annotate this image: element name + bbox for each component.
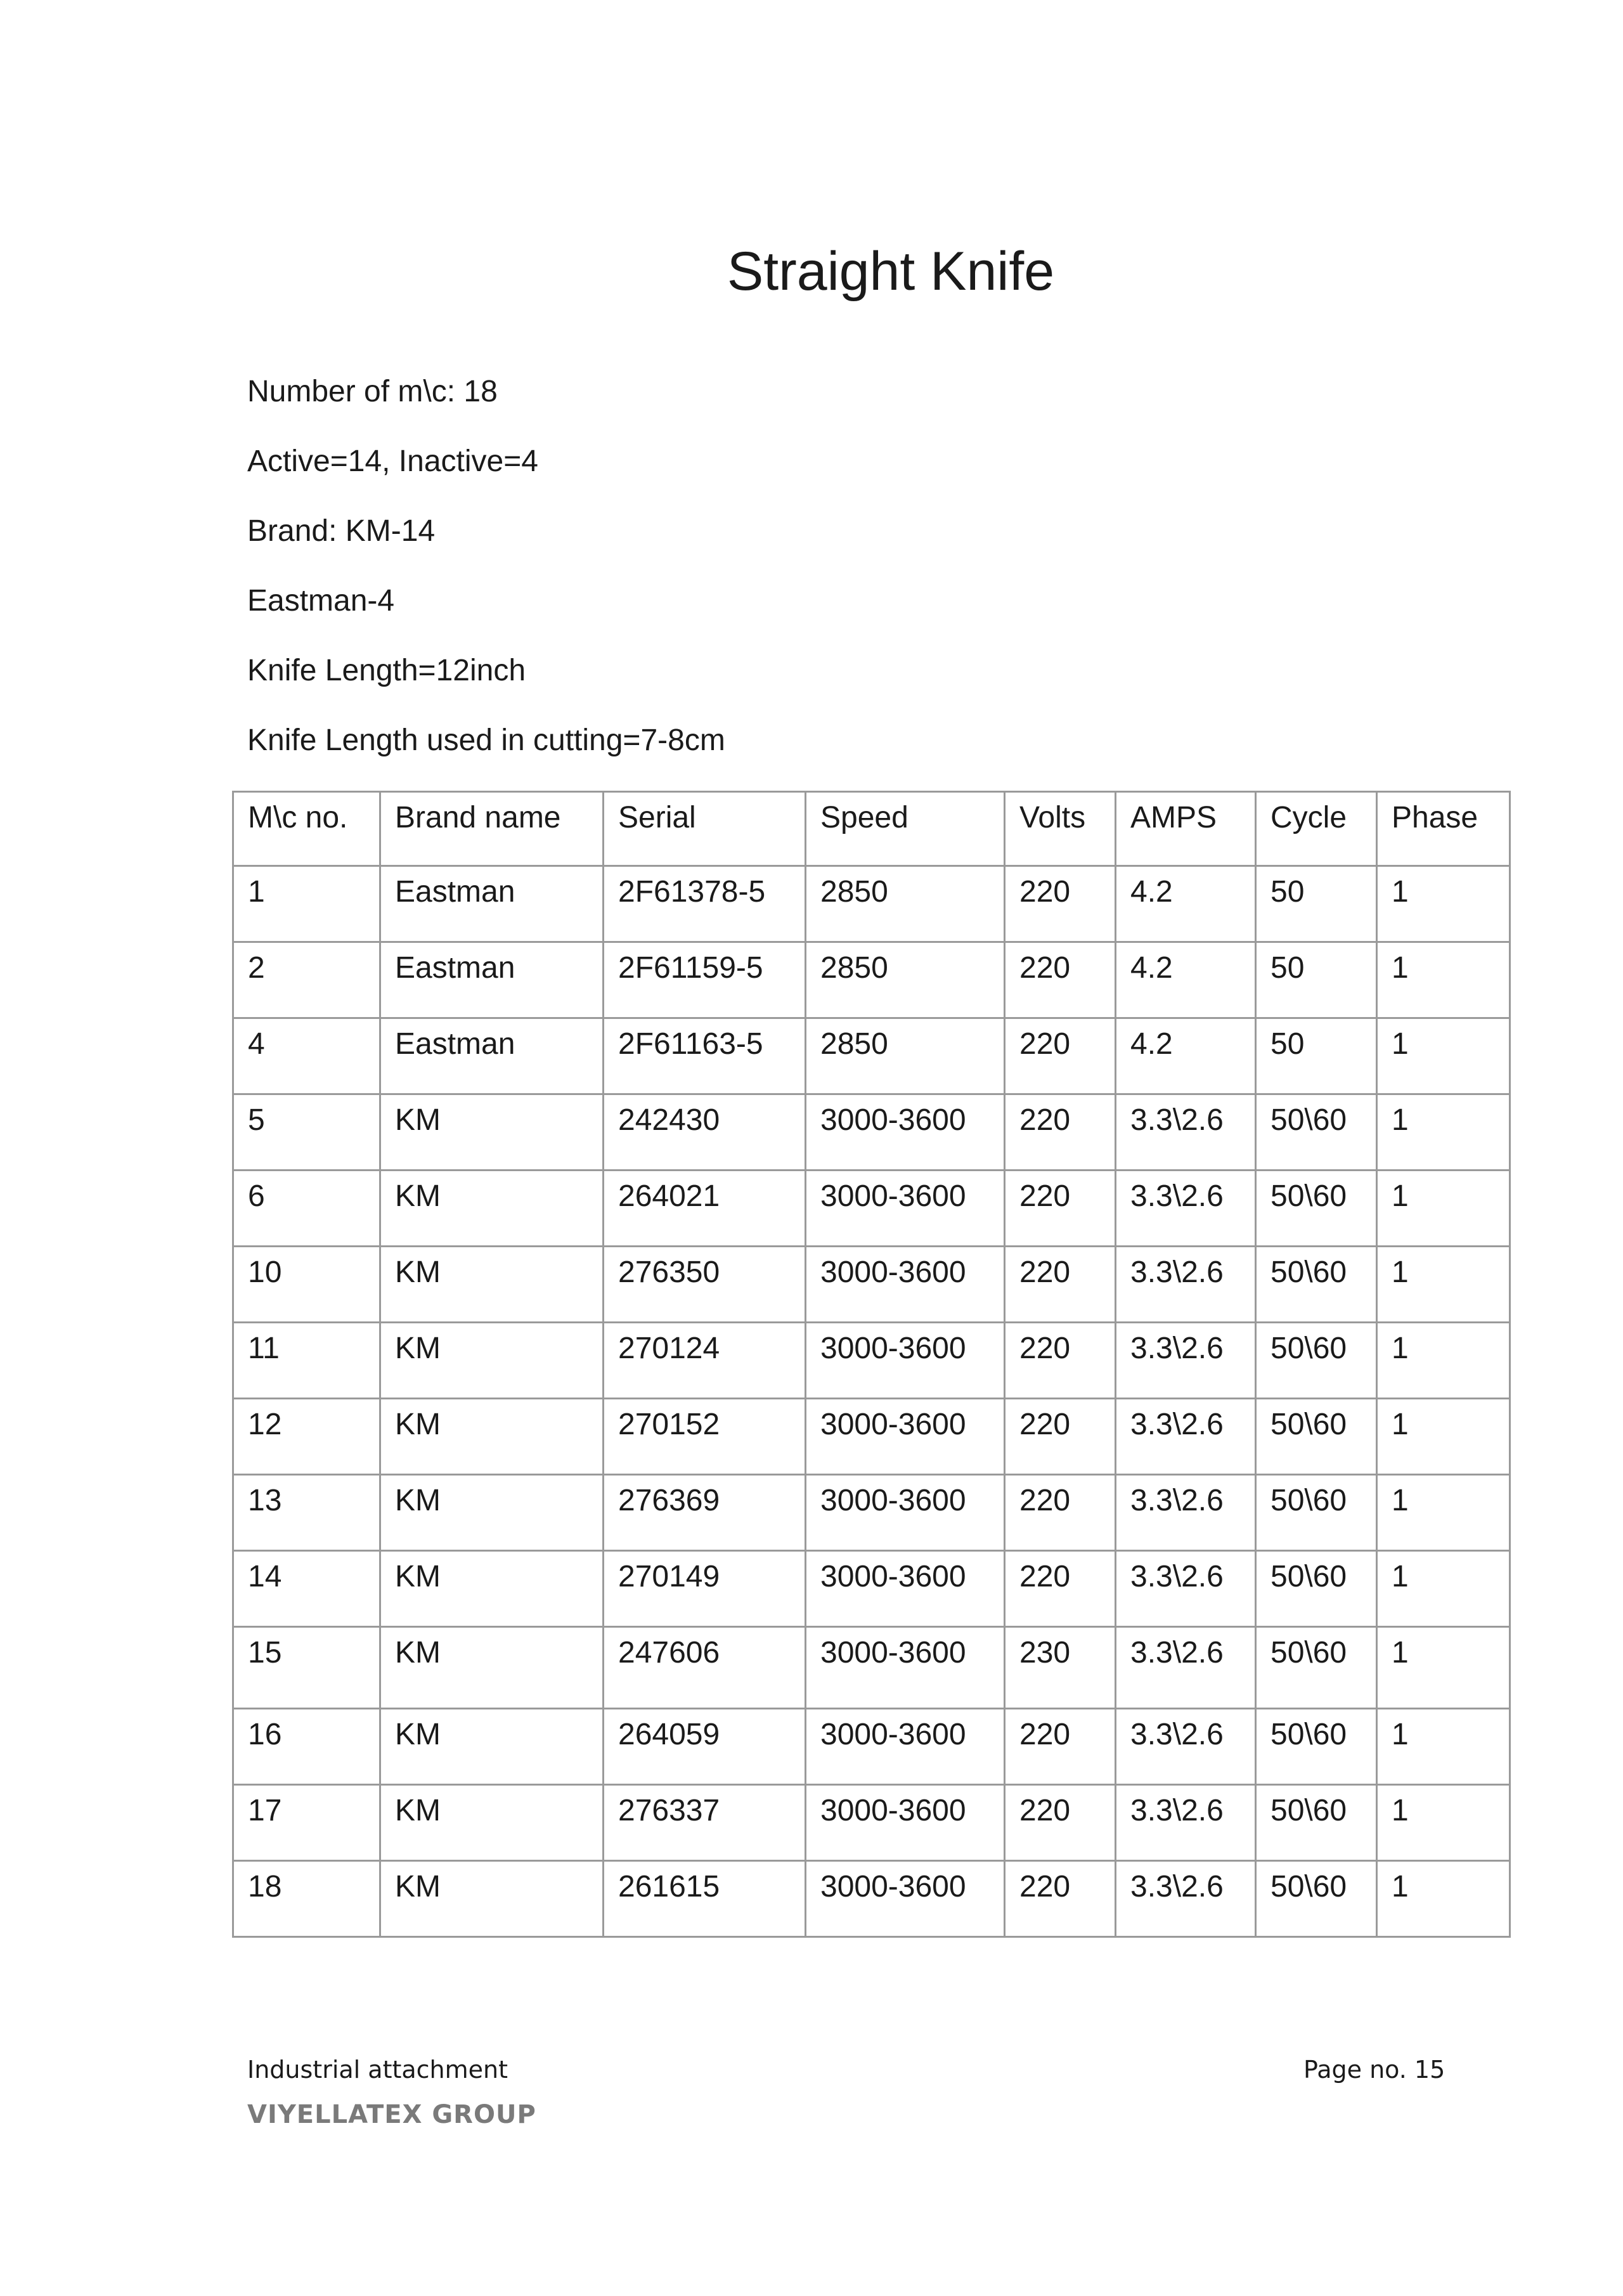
page-number: Page no. 15 [1303,2056,1445,2084]
cell-amps: 3.3\2.6 [1116,1399,1256,1475]
cell-phase: 1 [1377,1018,1510,1094]
cell-brand: KM [380,1247,604,1323]
cell-brand: KM [380,1171,604,1247]
cell-speed: 3000-3600 [806,1247,1005,1323]
cell-amps: 3.3\2.6 [1116,1171,1256,1247]
cell-mc-no: 4 [233,1018,380,1094]
cell-amps: 3.3\2.6 [1116,1323,1256,1399]
cell-cycle: 50\60 [1256,1709,1377,1785]
header-brand-name: Brand name [380,792,604,866]
cell-serial: 264059 [604,1709,806,1785]
cell-volts: 220 [1005,1171,1116,1247]
cell-serial: 270124 [604,1323,806,1399]
cell-phase: 1 [1377,1785,1510,1861]
header-serial: Serial [604,792,806,866]
cell-volts: 220 [1005,942,1116,1018]
cell-brand: Eastman [380,942,604,1018]
cell-cycle: 50\60 [1256,1785,1377,1861]
cell-brand: KM [380,1861,604,1937]
cell-volts: 220 [1005,1094,1116,1171]
cell-volts: 220 [1005,1709,1116,1785]
cell-brand: KM [380,1785,604,1861]
cell-brand: Eastman [380,866,604,942]
cell-cycle: 50\60 [1256,1094,1377,1171]
cell-mc-no: 11 [233,1323,380,1399]
table-row [233,1627,1510,1709]
table-row [233,1861,1510,1937]
table-row [233,1247,1510,1323]
cell-serial: 264021 [604,1171,806,1247]
cell-cycle: 50\60 [1256,1323,1377,1399]
cell-mc-no: 16 [233,1709,380,1785]
cell-volts: 220 [1005,1475,1116,1551]
cell-cycle: 50 [1256,1018,1377,1094]
cell-brand: KM [380,1399,604,1475]
cell-serial: 2F61163-5 [604,1018,806,1094]
table-row [233,1323,1510,1399]
cell-speed: 2850 [806,942,1005,1018]
cell-phase: 1 [1377,1247,1510,1323]
cell-phase: 1 [1377,866,1510,942]
machine-count: Number of m\c: 18 [247,375,498,408]
knife-length: Knife Length=12inch [247,654,526,687]
cell-speed: 3000-3600 [806,1627,1005,1709]
cell-cycle: 50\60 [1256,1247,1377,1323]
knife-length-used: Knife Length used in cutting=7-8cm [247,723,725,757]
cell-phase: 1 [1377,942,1510,1018]
cell-amps: 3.3\2.6 [1116,1627,1256,1709]
cell-phase: 1 [1377,1094,1510,1171]
eastman-count: Eastman-4 [247,584,395,618]
cell-mc-no: 1 [233,866,380,942]
cell-speed: 3000-3600 [806,1785,1005,1861]
cell-serial: 270152 [604,1399,806,1475]
table-row [233,1475,1510,1551]
cell-mc-no: 14 [233,1551,380,1627]
header-amps: AMPS [1116,792,1256,866]
cell-amps: 4.2 [1116,866,1256,942]
cell-amps: 3.3\2.6 [1116,1785,1256,1861]
cell-mc-no: 17 [233,1785,380,1861]
cell-serial: 276369 [604,1475,806,1551]
cell-serial: 247606 [604,1627,806,1709]
table-header-row [233,792,1510,866]
cell-serial: 270149 [604,1551,806,1627]
cell-speed: 3000-3600 [806,1475,1005,1551]
cell-volts: 230 [1005,1627,1116,1709]
table-row [233,1018,1510,1094]
cell-cycle: 50 [1256,866,1377,942]
cell-serial: 2F61159-5 [604,942,806,1018]
cell-brand: KM [380,1709,604,1785]
cell-amps: 4.2 [1116,942,1256,1018]
table-row [233,1709,1510,1785]
cell-mc-no: 13 [233,1475,380,1551]
active-inactive-count: Active=14, Inactive=4 [247,444,538,478]
cell-cycle: 50\60 [1256,1171,1377,1247]
cell-speed: 3000-3600 [806,1551,1005,1627]
machine-table [232,791,1511,1938]
header-phase: Phase [1377,792,1510,866]
cell-cycle: 50\60 [1256,1627,1377,1709]
cell-cycle: 50\60 [1256,1399,1377,1475]
cell-volts: 220 [1005,1551,1116,1627]
cell-mc-no: 12 [233,1399,380,1475]
cell-phase: 1 [1377,1861,1510,1937]
page-title: Straight Knife [727,241,1055,302]
cell-phase: 1 [1377,1627,1510,1709]
cell-amps: 3.3\2.6 [1116,1861,1256,1937]
table-row [233,1399,1510,1475]
cell-volts: 220 [1005,1399,1116,1475]
cell-cycle: 50 [1256,942,1377,1018]
cell-phase: 1 [1377,1323,1510,1399]
table-row [233,1171,1510,1247]
cell-amps: 3.3\2.6 [1116,1709,1256,1785]
cell-volts: 220 [1005,1785,1116,1861]
cell-speed: 3000-3600 [806,1171,1005,1247]
cell-speed: 3000-3600 [806,1094,1005,1171]
cell-brand: KM [380,1094,604,1171]
cell-phase: 1 [1377,1171,1510,1247]
cell-speed: 3000-3600 [806,1861,1005,1937]
cell-mc-no: 18 [233,1861,380,1937]
cell-speed: 3000-3600 [806,1709,1005,1785]
cell-brand: KM [380,1475,604,1551]
cell-volts: 220 [1005,1247,1116,1323]
cell-amps: 3.3\2.6 [1116,1247,1256,1323]
table-row [233,1094,1510,1171]
company-logo: VIYELLATEX GROUP [247,2100,536,2129]
cell-speed: 2850 [806,1018,1005,1094]
cell-brand: KM [380,1627,604,1709]
cell-cycle: 50\60 [1256,1551,1377,1627]
table-row [233,866,1510,942]
cell-amps: 4.2 [1116,1018,1256,1094]
cell-brand: Eastman [380,1018,604,1094]
table-row [233,942,1510,1018]
cell-volts: 220 [1005,1018,1116,1094]
brand-info: Brand: KM-14 [247,514,436,548]
footer-left-text: Industrial attachment [247,2056,508,2084]
cell-mc-no: 6 [233,1171,380,1247]
header-cycle: Cycle [1256,792,1377,866]
cell-serial: 2F61378-5 [604,866,806,942]
cell-amps: 3.3\2.6 [1116,1551,1256,1627]
cell-mc-no: 5 [233,1094,380,1171]
cell-speed: 3000-3600 [806,1399,1005,1475]
cell-speed: 3000-3600 [806,1323,1005,1399]
table-row [233,1551,1510,1627]
cell-volts: 220 [1005,1323,1116,1399]
cell-mc-no: 2 [233,942,380,1018]
cell-volts: 220 [1005,866,1116,942]
cell-amps: 3.3\2.6 [1116,1475,1256,1551]
header-mc-no: M\c no. [233,792,380,866]
cell-phase: 1 [1377,1475,1510,1551]
cell-speed: 2850 [806,866,1005,942]
cell-volts: 220 [1005,1861,1116,1937]
header-speed: Speed [806,792,1005,866]
cell-brand: KM [380,1551,604,1627]
table-row [233,1785,1510,1861]
cell-serial: 261615 [604,1861,806,1937]
cell-amps: 3.3\2.6 [1116,1094,1256,1171]
cell-serial: 242430 [604,1094,806,1171]
cell-serial: 276337 [604,1785,806,1861]
cell-cycle: 50\60 [1256,1475,1377,1551]
cell-phase: 1 [1377,1399,1510,1475]
cell-mc-no: 15 [233,1627,380,1709]
header-volts: Volts [1005,792,1116,866]
cell-cycle: 50\60 [1256,1861,1377,1937]
cell-phase: 1 [1377,1551,1510,1627]
cell-phase: 1 [1377,1709,1510,1785]
cell-serial: 276350 [604,1247,806,1323]
cell-brand: KM [380,1323,604,1399]
cell-mc-no: 10 [233,1247,380,1323]
